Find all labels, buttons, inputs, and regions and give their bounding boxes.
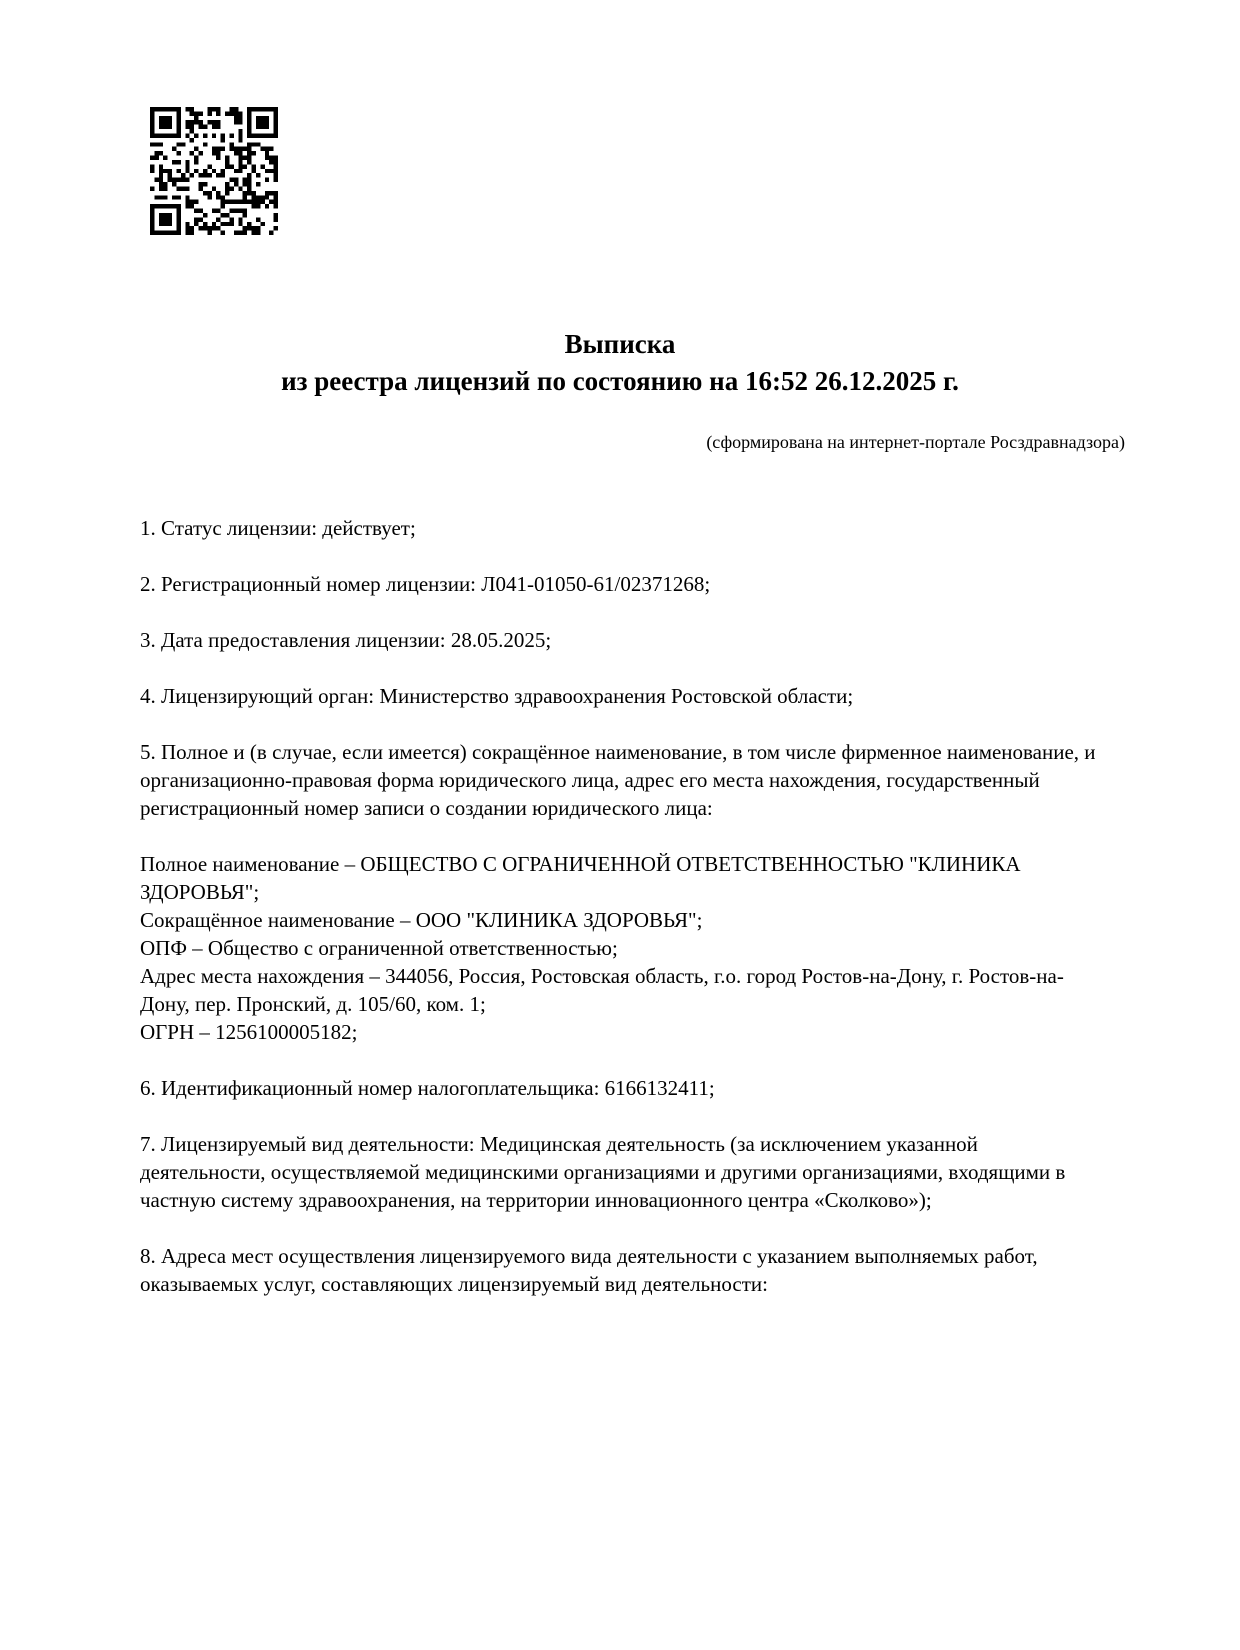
document-subtitle: (сформирована на интернет-портале Росздравнадзора) bbox=[706, 432, 1125, 452]
item-1-license-status: 1. Статус лицензии: действует; bbox=[140, 516, 416, 540]
org-full-name: Полное наименование – ОБЩЕСТВО С ОГРАНИЧЕННОЙ ОТВЕТСТВЕННОСТЬЮ "КЛИНИКА ЗДОРОВЬЯ"; bbox=[140, 852, 1021, 904]
document-title-line1: Выписка bbox=[564, 329, 676, 359]
item-4-licensing-authority: 4. Лицензирующий орган: Министерство здравоохранения Ростовской области; bbox=[140, 684, 854, 708]
item-8-activity-addresses: 8. Адреса мест осуществления лицензируемого вида деятельности с указанием выполняемых работ, оказываемых услуг, составляющих лицензируемый вид деятельности: bbox=[140, 1244, 1038, 1296]
org-short-name: Сокращённое наименование – ООО "КЛИНИКА ЗДОРОВЬЯ"; bbox=[140, 908, 703, 932]
document-title-line2: из реестра лицензий по состоянию на 16:52 26.12.2025 г. bbox=[281, 366, 959, 396]
item-7-licensed-activity: 7. Лицензируемый вид деятельности: Медицинская деятельность (за исключением указанной деятельности, осуществляемой медицинскими организациями и другими организациями, входящими в частную систему здравоохранения, на территории инновационного центра «Сколково»); bbox=[140, 1132, 1066, 1212]
item-6-taxpayer-number: 6. Идентификационный номер налогоплательщика: 6166132411; bbox=[140, 1076, 715, 1100]
item-5-organization-heading: 5. Полное и (в случае, если имеется) сокращённое наименование, в том числе фирменное наименование, и организационно-правовая форма юридического лица, адрес его места нахождения, государственный регистрационный номер записи о создании юридического лица: bbox=[140, 740, 1096, 820]
document-body bbox=[140, 514, 1108, 1326]
organization-details bbox=[140, 850, 1108, 1046]
item-3-grant-date: 3. Дата предоставления лицензии: 28.05.2025; bbox=[140, 628, 552, 652]
org-ogrn: ОГРН – 1256100005182; bbox=[140, 1020, 358, 1044]
org-opf: ОПФ – Общество с ограниченной ответственностью; bbox=[140, 936, 618, 960]
org-address: Адрес места нахождения – 344056, Россия, Ростовская область, г.о. город Ростов-на-Дону, г. Ростов-на-Дону, пер. Пронский, д. 105/60, ком. 1; bbox=[140, 964, 1064, 1016]
qr-code bbox=[150, 107, 278, 235]
item-2-registration-number: 2. Регистрационный номер лицензии: Л041-01050-61/02371268; bbox=[140, 572, 711, 596]
document-title bbox=[0, 326, 1240, 400]
